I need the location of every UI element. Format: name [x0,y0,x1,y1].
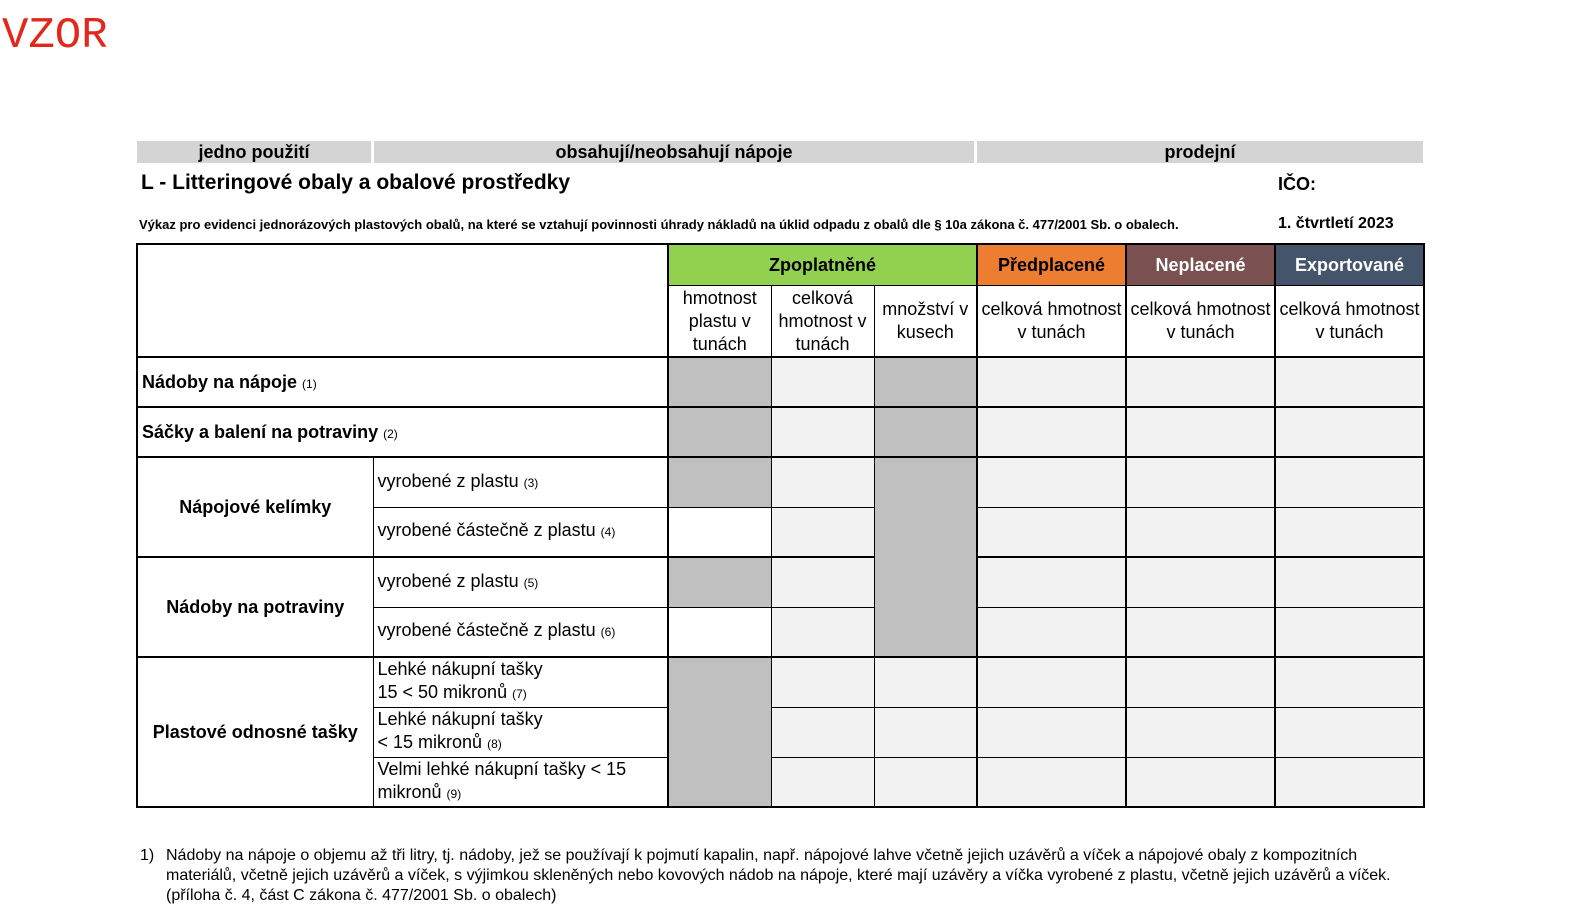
input-cell[interactable] [1126,607,1275,657]
item-label-cups-plastic: vyrobené z plastu (3) [373,457,668,507]
watermark: VZOR [2,11,108,61]
group-label-beverage-cups: Nápojové kelímky [137,457,373,557]
item-label-cups-partial-plastic: vyrobené částečně z plastu (4) [373,507,668,557]
input-cell[interactable] [977,757,1126,807]
input-cell[interactable] [771,707,874,757]
input-cell[interactable] [668,607,771,657]
footnote-number: 1) [140,847,155,864]
item-label-food-plastic: vyrobené z plastu (5) [373,557,668,607]
footnote-text: Nádoby na nápoje o objemu až tři litry, tj. nádoby, jež se používají k pojmutí kapalin, např. nápojové lahve včetně jejich uzávěrů a víček a nápojové obaly z kompozitních materiálů, včetně jejich uzávěrů a víček, s výjimkou skleněných nebo kovových nádob na nápoje, které mají uzávěry a víčka vyrobené z plastu, včetně jejich uzávěrů a víček. (příloha č. 4, část C zákona č. 477/2001 Sb. o obalech) [166,847,1391,904]
input-cell[interactable] [977,507,1126,557]
input-cell[interactable] [1126,657,1275,707]
cell-disabled [874,407,977,457]
input-cell[interactable] [1275,707,1424,757]
input-cell[interactable] [977,657,1126,707]
input-cell[interactable] [977,357,1126,407]
input-cell[interactable] [668,507,771,557]
subheader-total-weight-unpaid: celková hmotnost v tunách [1126,286,1275,358]
input-cell[interactable] [1275,507,1424,557]
input-cell[interactable] [1126,407,1275,457]
report-subtitle: Výkaz pro evidenci jednorázových plastových obalů, na které se vztahují povinnosti úhrady nákladů na úklid odpadu z obalů dle § 10a zákona č. 477/2001 Sb. o obalech. [139,217,1179,232]
top-bar-single-use: jedno použití [137,141,371,163]
cell-disabled [668,407,771,457]
input-cell[interactable] [874,657,977,707]
group-label-food-containers: Nádoby na potraviny [137,557,373,657]
item-label-bags-15-50: Lehké nákupní tašky 15 < 50 mikronů (7) [373,657,668,707]
input-cell[interactable] [1275,457,1424,507]
input-cell[interactable] [977,457,1126,507]
input-cell[interactable] [771,557,874,607]
subheader-total-weight-exported: celková hmotnost v tunách [1275,286,1424,358]
input-cell[interactable] [977,607,1126,657]
top-bar-beverages: obsahují/neobsahují nápoje [374,141,974,163]
group-label-carrier-bags: Plastové odnosné tašky [137,657,373,807]
row-label-beverage-containers: Nádoby na nápoje (1) [137,357,668,407]
footnote [140,846,1430,906]
input-cell[interactable] [1126,457,1275,507]
input-cell[interactable] [874,757,977,807]
input-cell[interactable] [1275,757,1424,807]
report-title: L - Litteringové obaly a obalové prostředky [141,171,571,194]
input-cell[interactable] [1126,357,1275,407]
input-cell[interactable] [1126,557,1275,607]
input-cell[interactable] [771,657,874,707]
input-cell[interactable] [771,457,874,507]
report-period: 1. čtvrtletí 2023 [1278,215,1394,232]
input-cell[interactable] [1275,657,1424,707]
row-label-food-bags: Sáčky a balení na potraviny (2) [137,407,668,457]
group-header-unpaid: Neplacené [1126,244,1275,286]
ico-label: IČO: [1278,174,1316,194]
top-bar-retail: prodejní [977,141,1423,163]
item-label-very-light-bags: Velmi lehké nákupní tašky < 15 mikronů (9) [373,757,668,807]
input-cell[interactable] [771,407,874,457]
input-cell[interactable] [771,757,874,807]
cell-disabled [874,357,977,407]
group-header-prepaid: Předplacené [977,244,1126,286]
cell-disabled [668,357,771,407]
cell-disabled [668,457,771,507]
input-cell[interactable] [977,407,1126,457]
header-blank [137,244,668,357]
item-label-bags-under-15: Lehké nákupní tašky < 15 mikronů (8) [373,707,668,757]
item-label-food-partial-plastic: vyrobené částečně z plastu (6) [373,607,668,657]
input-cell[interactable] [1275,557,1424,607]
input-cell[interactable] [771,607,874,657]
cell-disabled [668,657,771,807]
input-cell[interactable] [1126,507,1275,557]
input-cell[interactable] [874,707,977,757]
group-header-exported: Exportované [1275,244,1424,286]
cell-disabled [668,557,771,607]
group-header-paid: Zpoplatněné [668,244,977,286]
input-cell[interactable] [1126,707,1275,757]
input-cell[interactable] [771,507,874,557]
input-cell[interactable] [977,557,1126,607]
input-cell[interactable] [1275,357,1424,407]
subheader-total-weight-prepaid: celková hmotnost v tunách [977,286,1126,358]
input-cell[interactable] [977,707,1126,757]
subheader-total-weight-paid: celková hmotnost v tunách [771,286,874,358]
subheader-pieces: množství v kusech [874,286,977,358]
input-cell[interactable] [1275,607,1424,657]
cell-disabled [874,457,977,657]
report-table [136,243,1425,808]
input-cell[interactable] [1126,757,1275,807]
input-cell[interactable] [771,357,874,407]
input-cell[interactable] [1275,407,1424,457]
subheader-weight-plastic: hmotnost plastu v tunách [668,286,771,358]
